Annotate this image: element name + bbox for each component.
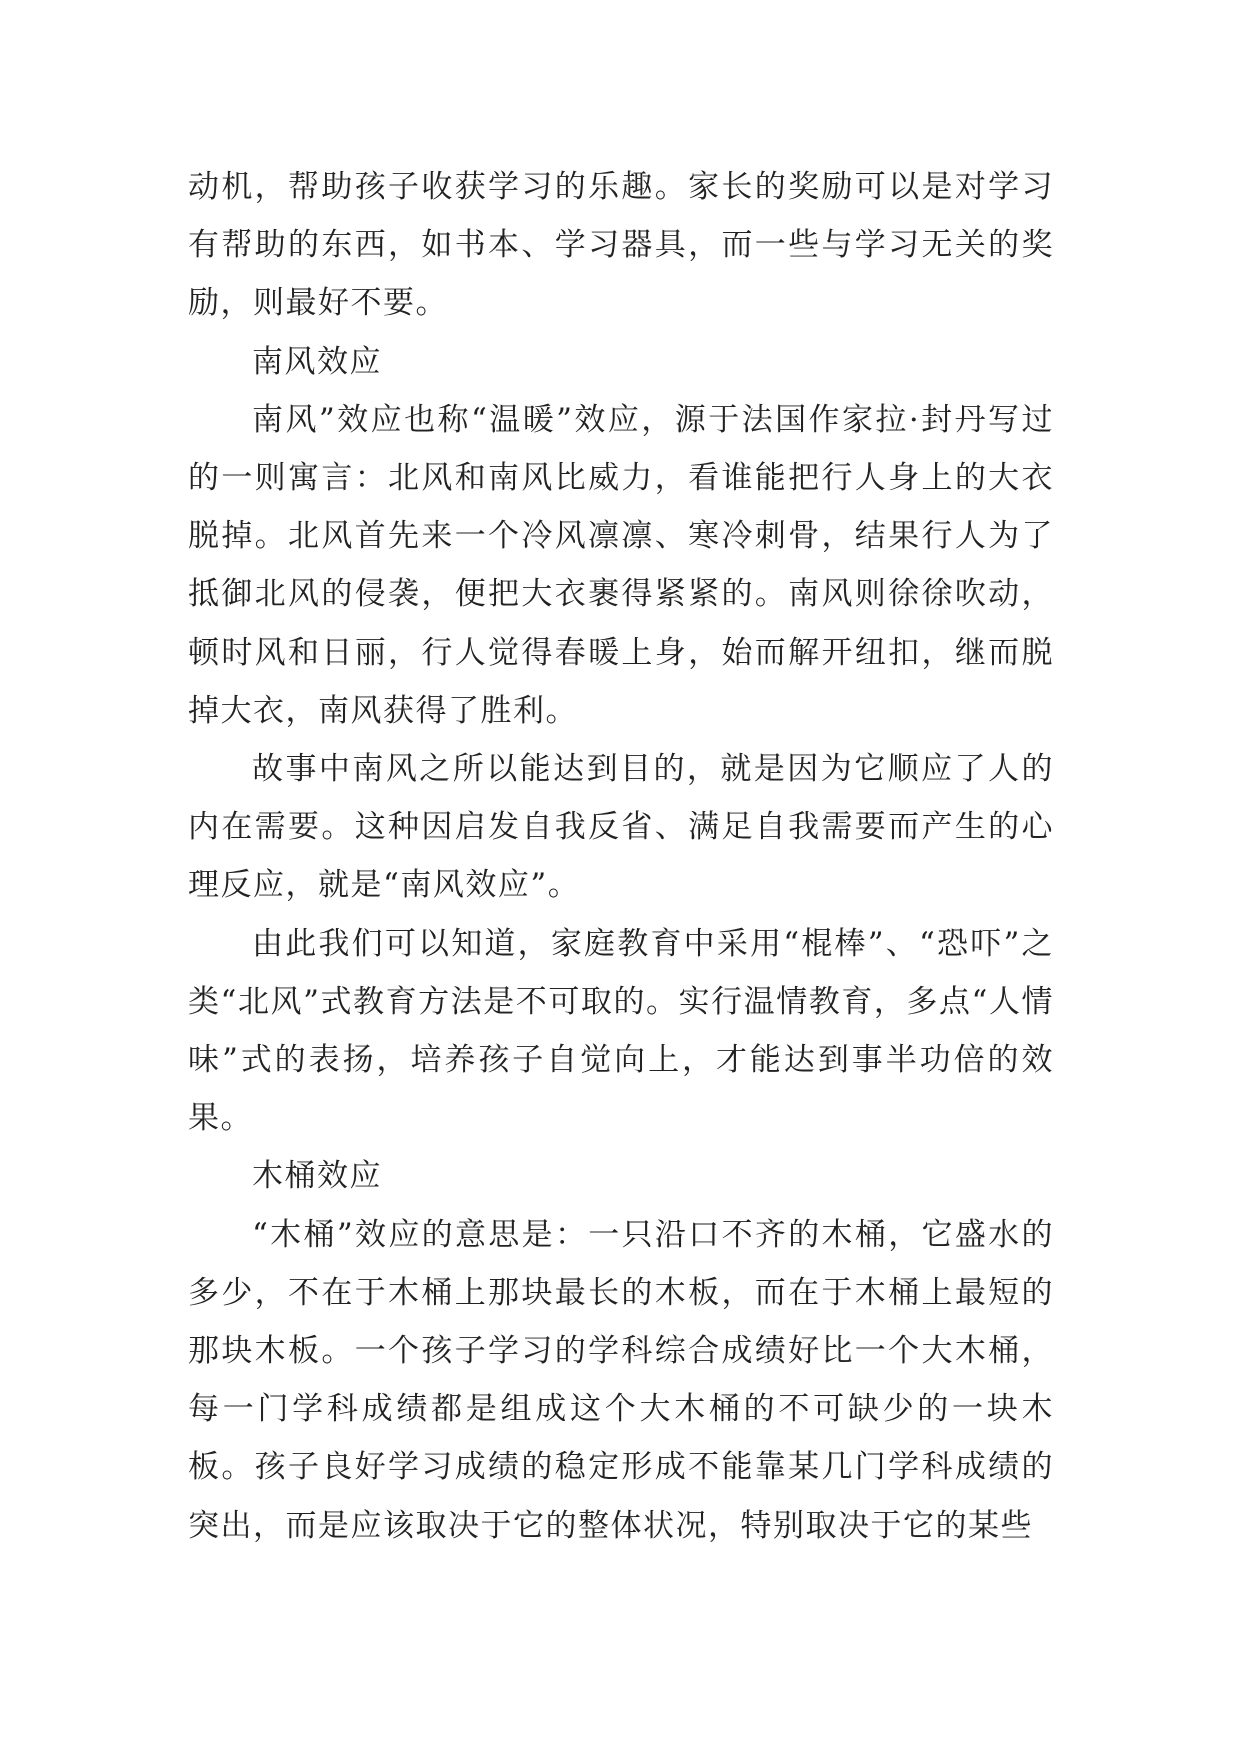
paragraph-south-wind-meaning: 故事中南风之所以能达到目的，就是因为它顺应了人的内在需要。这种因启发自我反省、满足自我需要而产生的心理反应，就是“南风效应”。 — [188, 751, 1054, 904]
paragraph-bucket-effect: “木桶”效应的意思是：一只沿口不齐的木桶，它盛水的多少，不在于木桶上那块最长的木板，而在于木桶上最短的那块木板。一个孩子学习的学科综合成绩好比一个大木桶，每一门学科成绩都是组成这个大木桶的不可缺少的一块木板。孩子良好学习成绩的稳定形成不能靠某几门学科成绩的突出，而是应该取决于它的整体状况，特别取决于它的某些 — [188, 1216, 1054, 1544]
section-heading-bucket: 木桶效应 — [252, 1158, 382, 1195]
paragraph-south-wind-lesson: 由此我们可以知道，家庭教育中采用“棍棒”、“恐吓”之类“北风”式教育方法是不可取的。实行温情教育，多点“人情味”式的表扬，培养孩子自觉向上，才能达到事半功倍的效果。 — [188, 925, 1054, 1137]
paragraph-south-wind-fable: 南风”效应也称“温暖”效应，源于法国作家拉·封丹写过的一则寓言：北风和南风比威力，看谁能把行人身上的大衣脱掉。北风首先来一个冷风凛凛、寒冷刺骨，结果行人为了抵御北风的侵袭，便把大衣裹得紧紧的。南风则徐徐吹动，顿时风和日丽，行人觉得春暖上身，始而解开纽扣，继而脱掉大衣，南风获得了胜利。 — [188, 401, 1054, 729]
document-body — [188, 158, 1054, 1555]
paragraph-continuation: 动机，帮助孩子收获学习的乐趣。家长的奖励可以是对学习有帮助的东西，如书本、学习器具，而一些与学习无关的奖励，则最好不要。 — [188, 169, 1054, 322]
section-heading-south-wind: 南风效应 — [252, 343, 382, 380]
